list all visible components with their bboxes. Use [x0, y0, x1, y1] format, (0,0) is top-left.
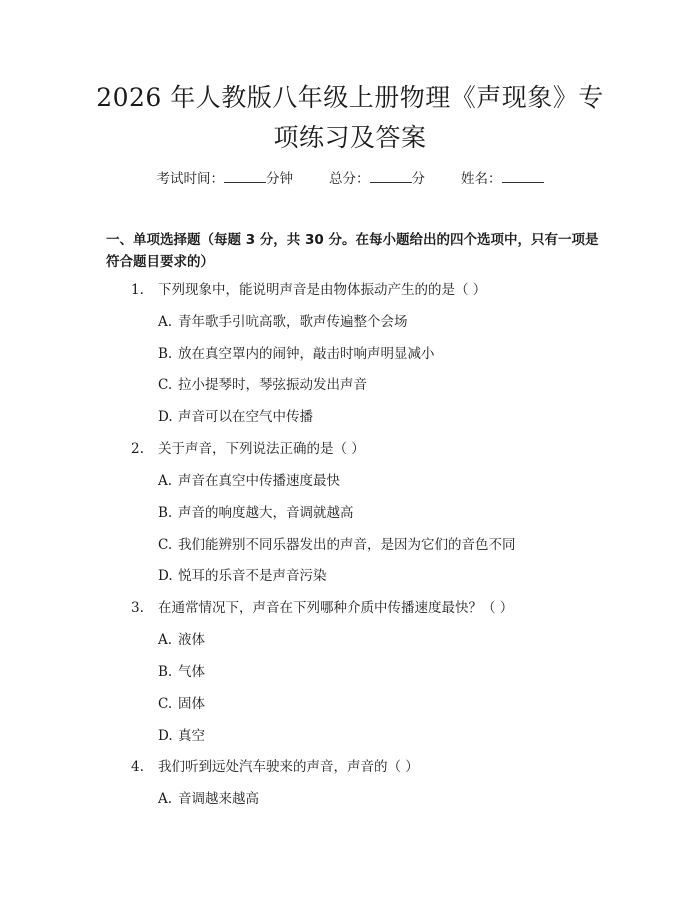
option-letter: A.: [158, 314, 173, 330]
document-title: [60, 78, 640, 158]
option-letter: C.: [158, 377, 173, 393]
question-text: 我们听到远处汽车驶来的声音，声音的（ ）: [158, 759, 419, 775]
option-letter: D.: [158, 409, 173, 425]
option-letter: A.: [158, 632, 173, 648]
question-3-option-d: [158, 727, 205, 745]
question-2-option-a: [158, 472, 340, 490]
option-letter: B.: [158, 346, 173, 362]
option-text: 真空: [178, 728, 205, 744]
student-name-field: [461, 167, 544, 187]
question-text: 在通常情况下，声音在下列哪种介质中传播速度最快？（ ）: [158, 600, 514, 616]
option-letter: B.: [158, 505, 173, 521]
question-1-option-a: [158, 313, 408, 331]
question-3-option-a: [158, 631, 205, 649]
option-text: 液体: [178, 632, 205, 648]
option-letter: A.: [158, 791, 173, 807]
question-2-option-b: [158, 504, 354, 522]
exam-time-field: [157, 167, 294, 187]
exam-time-unit: 分钟: [266, 171, 293, 187]
question-3-option-b: [158, 663, 205, 681]
title-line-2: 项练习及答案: [273, 123, 427, 152]
question-4-stem: [131, 758, 419, 776]
option-text: 声音的响度越大，音调就越高: [178, 505, 354, 521]
question-2-stem: [131, 440, 365, 458]
total-score-field: [329, 167, 425, 187]
question-text: 关于声音，下列说法正确的是（ ）: [158, 441, 365, 457]
exam-time-label: 考试时间：: [156, 171, 224, 187]
section-heading: [106, 229, 606, 273]
option-letter: B.: [158, 664, 173, 680]
option-letter: D.: [158, 568, 173, 584]
question-number: 2.: [131, 441, 144, 457]
question-2-option-c: [158, 536, 516, 554]
option-text: 气体: [178, 664, 205, 680]
question-number: 3.: [131, 600, 144, 616]
option-text: 声音在真空中传播速度最快: [178, 473, 340, 489]
question-1-stem: [131, 281, 486, 299]
option-letter: A.: [158, 473, 173, 489]
option-letter: C.: [158, 696, 173, 712]
question-number: 1.: [131, 282, 144, 298]
exam-info-row: [0, 167, 700, 187]
total-score-blank: [370, 170, 412, 183]
question-2-option-d: [158, 567, 327, 585]
total-score-unit: 分: [411, 171, 425, 187]
option-text: 固体: [178, 696, 205, 712]
option-text: 悦耳的乐音不是声音污染: [178, 568, 327, 584]
total-score-label: 总分：: [329, 171, 370, 187]
title-line-1: 2026 年人教版八年级上册物理《声现象》专: [96, 83, 604, 112]
option-text: 青年歌手引吭高歌，歌声传遍整个会场: [178, 314, 408, 330]
question-1-option-b: [158, 345, 435, 363]
option-text: 拉小提琴时，琴弦振动发出声音: [178, 377, 367, 393]
option-text: 我们能辨别不同乐器发出的声音，是因为它们的音色不同: [178, 537, 516, 553]
student-name-blank: [502, 170, 544, 183]
question-4-option-a: [158, 790, 259, 808]
section-heading-line-1: 一、单项选择题（每题 3 分，共 30 分。在每小题给出的四个选项中，只有一项是: [106, 232, 599, 248]
option-text: 放在真空罩内的闹钟，敲击时响声明显减小: [178, 346, 435, 362]
option-text: 音调越来越高: [178, 791, 259, 807]
student-name-label: 姓名：: [461, 171, 502, 187]
option-letter: D.: [158, 728, 173, 744]
question-3-option-c: [158, 695, 205, 713]
section-heading-line-2: 符合题目要求的）: [106, 254, 214, 270]
option-text: 声音可以在空气中传播: [178, 409, 313, 425]
question-3-stem: [131, 599, 513, 617]
question-1-option-c: [158, 376, 367, 394]
exam-time-blank: [224, 170, 266, 183]
question-number: 4.: [131, 759, 144, 775]
option-letter: C.: [158, 537, 173, 553]
question-text: 下列现象中，能说明声音是由物体振动产生的的是（ ）: [158, 282, 487, 298]
question-1-option-d: [158, 408, 313, 426]
